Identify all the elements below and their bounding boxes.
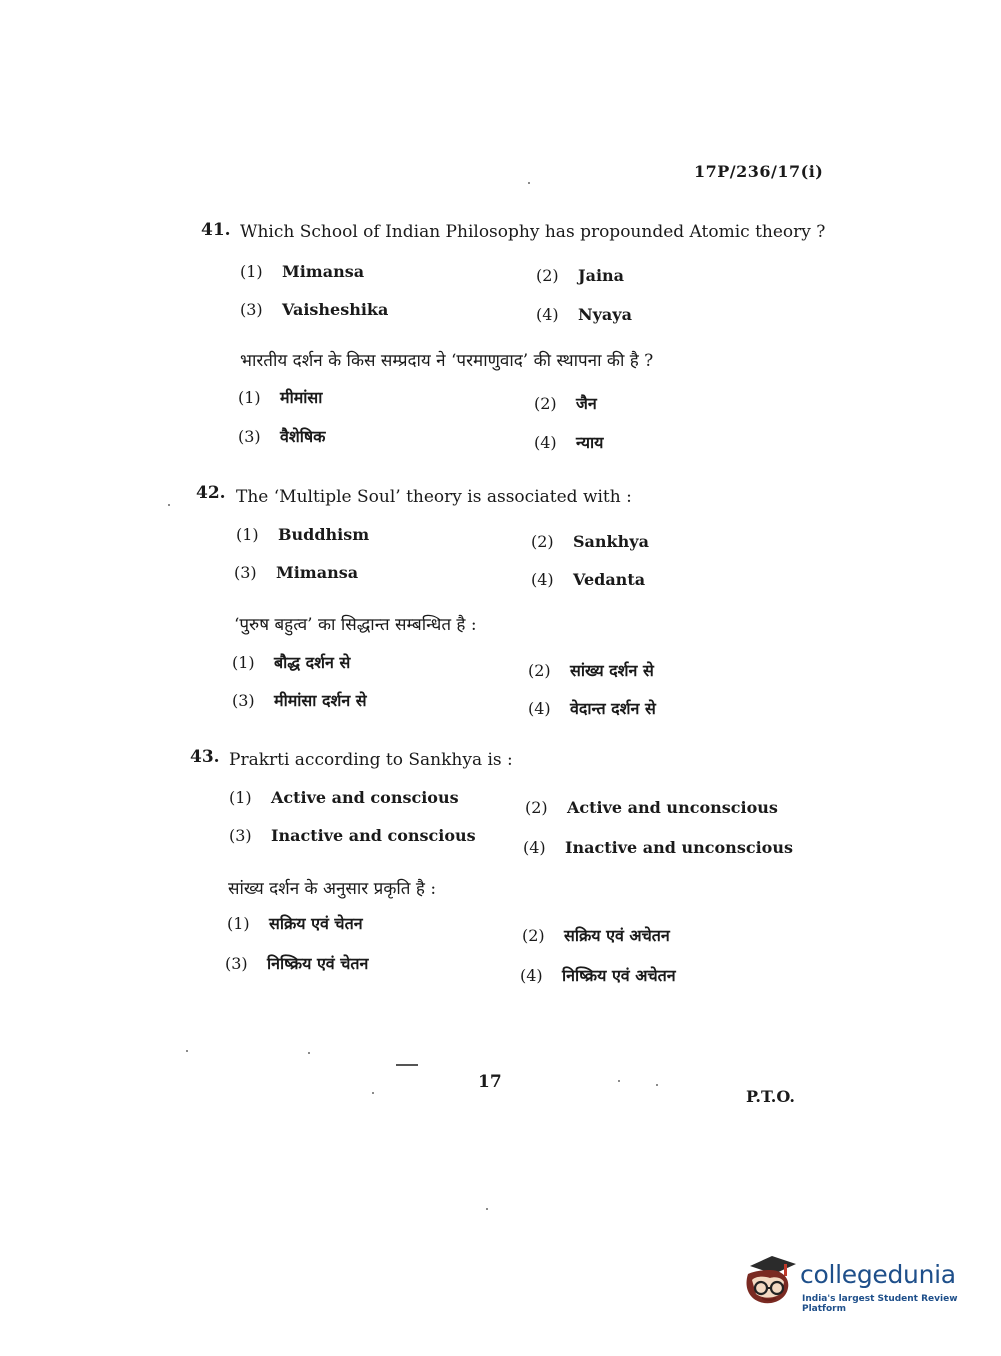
brand-tagline: India's largest Student Review Platform [802,1294,958,1314]
collegedunia-logo [742,1252,972,1314]
option-number: (3) [238,427,261,446]
option-number: (2) [536,266,559,285]
option-hindi [528,659,654,681]
question-text: Prakrti according to Sankhya is : [229,750,513,770]
option-number: (1) [240,262,263,281]
question-text-hindi: भारतीय दर्शन के किस सम्प्रदाय ने ‘परमाणुवाद’ की स्थापना की है ? [240,351,654,371]
brand-name: collegedunia [800,1260,956,1289]
option [523,838,793,857]
option-number: (4) [523,838,546,857]
option-text: Active and unconscious [567,798,778,817]
scan-speck [168,504,170,506]
option-number: (1) [238,388,261,407]
option [536,266,624,285]
option-hindi [534,392,597,414]
option-text: बौद्ध दर्शन से [274,653,351,672]
option-text: मीमांसा [280,388,323,407]
option-hindi [528,697,656,719]
option-text: सांख्य दर्शन से [570,661,654,680]
option-number: (4) [520,966,543,985]
option-hindi [520,964,676,986]
option-text: वेदान्त दर्शन से [570,699,656,718]
option [229,826,476,845]
option-text: सक्रिय एवं अचेतन [564,926,670,945]
option-hindi [238,425,325,447]
option-text: Nyaya [578,305,632,324]
option-text: Vedanta [573,570,646,589]
question-text-hindi: सांख्य दर्शन के अनुसार प्रकृति है : [228,879,437,899]
option-number: (3) [229,826,252,845]
scan-mark [396,1064,418,1066]
question-text-hindi: ‘पुरुष बहुत्व’ का सिद्धान्त सम्बन्धित है : [234,615,477,635]
option-hindi [238,386,322,408]
paper-code: 17P/236/17(i) [694,162,824,181]
option [234,563,358,582]
question-text: Which School of Indian Philosophy has propounded Atomic theory ? [240,222,826,242]
option-number: (2) [522,926,545,945]
option-number: (2) [531,532,554,551]
page-number: 17 [478,1072,502,1092]
question-text: The ‘Multiple Soul’ theory is associated with : [236,487,632,507]
option [236,525,369,544]
pto-label: P.T.O. [746,1087,795,1106]
option-number: (1) [232,653,255,672]
option-number: (2) [534,394,557,413]
scan-speck [372,1092,374,1094]
option-number: (4) [531,570,554,589]
option-number: (3) [234,563,257,582]
option [531,570,645,589]
question-number: 43. [190,747,220,767]
option-number: (3) [232,691,255,710]
question-number: 41. [201,220,231,240]
option-text: मीमांसा दर्शन से [274,691,367,710]
option-text: Mimansa [282,262,365,281]
option-text: निष्क्रिय एवं चेतन [267,954,369,973]
option-number: (2) [528,661,551,680]
option-text: वैशेषिक [280,427,326,446]
scan-speck [618,1080,620,1082]
option-hindi [227,912,363,934]
option-hindi [232,689,367,711]
option [240,300,388,319]
option-text: Active and conscious [271,788,459,807]
option-number: (3) [225,954,248,973]
scan-speck [486,1208,488,1210]
scan-speck [656,1084,658,1086]
option-text: Sankhya [573,532,649,551]
option-text: जैन [576,394,597,413]
option-hindi [522,924,670,946]
option-text: Vaisheshika [282,300,389,319]
scan-speck [528,182,530,184]
option-hindi [232,651,350,673]
option-text: Inactive and conscious [271,826,476,845]
option-hindi [225,952,368,974]
option [240,262,364,281]
option-hindi [534,431,603,453]
scan-speck [186,1050,188,1052]
option-text: Buddhism [278,525,370,544]
option-text: न्याय [576,433,604,452]
option-number: (1) [229,788,252,807]
option-number: (2) [525,798,548,817]
option-number: (1) [236,525,259,544]
option-text: Mimansa [276,563,359,582]
option-number: (4) [534,433,557,452]
option-text: Inactive and unconscious [565,838,793,857]
option-text: Jaina [578,266,625,285]
option-number: (3) [240,300,263,319]
question-number: 42. [196,483,226,503]
option-number: (4) [536,305,559,324]
option [536,305,632,324]
option-number: (4) [528,699,551,718]
option-text: सक्रिय एवं चेतन [269,914,363,933]
option [525,798,778,817]
scan-speck [308,1052,310,1054]
option-text: निष्क्रिय एवं अचेतन [562,966,676,985]
option-number: (1) [227,914,250,933]
option [531,532,649,551]
option [229,788,459,807]
mascot-icon [742,1252,798,1312]
